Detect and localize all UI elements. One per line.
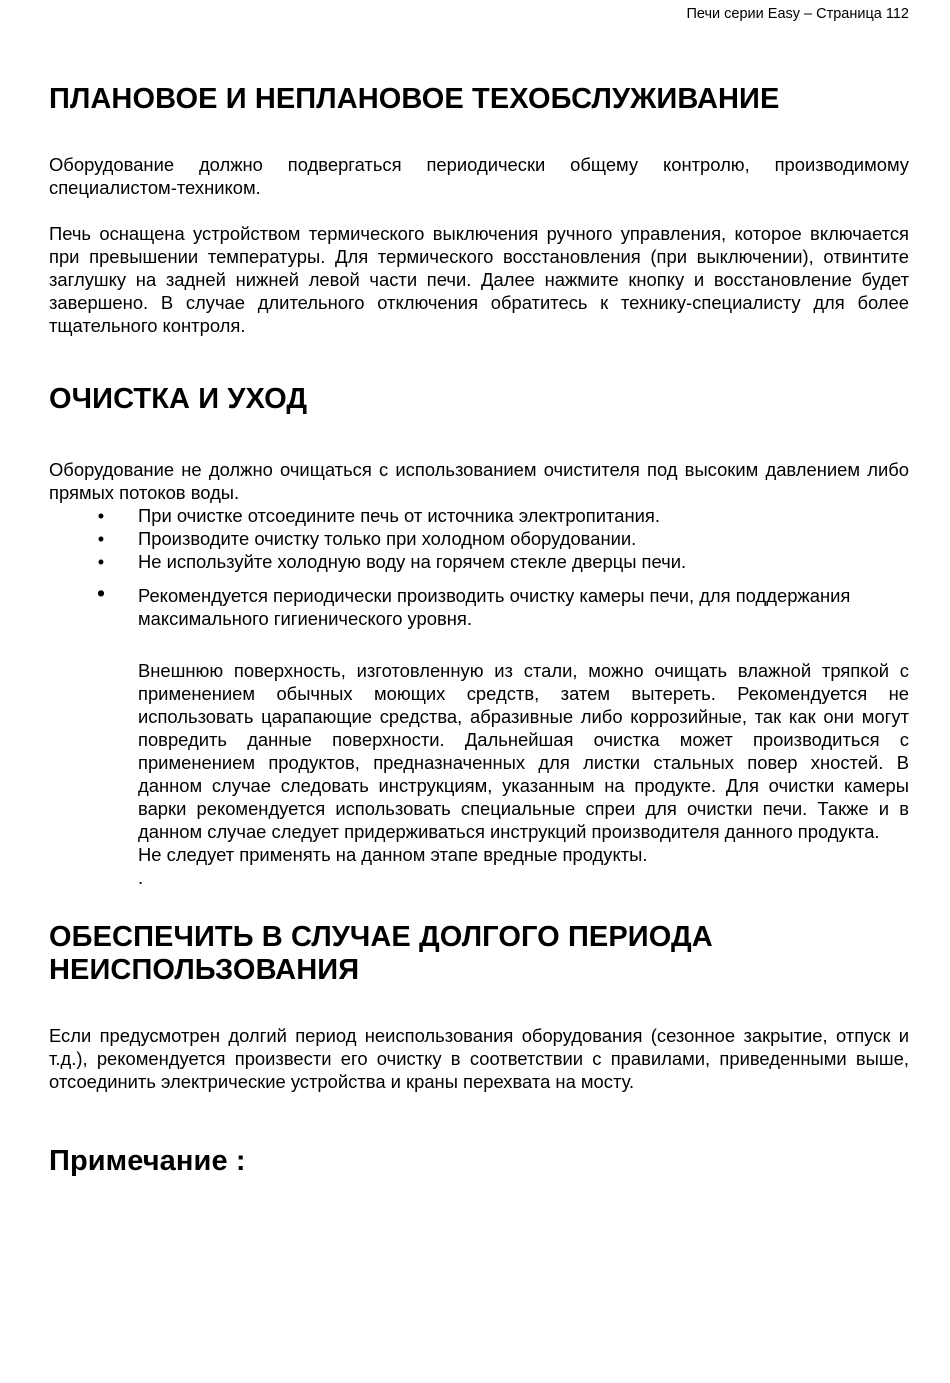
stray-period: .	[138, 867, 144, 888]
bullet-icon: •	[96, 580, 106, 606]
cleaning-intro-paragraph: Оборудование не должно очищаться с использованием очистителя под высоким давлением либо прямых потоков воды.	[49, 459, 909, 503]
list-item-text: Рекомендуется периодически производить очистку камеры печи, для поддержания максимального гигиенического уровня.	[138, 585, 851, 629]
cleaning-bullet-list	[49, 504, 909, 630]
maintenance-paragraph: Оборудование должно подвергаться периодически общему контролю, производимому специалистом-техником.	[49, 154, 909, 198]
document-page	[49, 0, 909, 1178]
list-item-text: Не используйте холодную воду на горячем стекле дверцы печи.	[138, 551, 687, 572]
cleaning-detail-paragraph: Внешнюю поверхность, изготовленную из стали, можно очищать влажной тряпкой с применением обычных моющих средств, затем вытереть. Рекомендуется не использовать царапающие средства, абразивные либо коррозийные, так как они могут повредить данные поверхности. Дальнейшая очистка может производиться с применением продуктов, предназначенных для листки стальных повер хностей. В данном случае следовать инструкциям, указанным на продукте. Для очистки камеры варки рекомендуется использовать специальные спреи для очистки печи. Также и в данном случае следует придерживаться инструкций производителя данного продукта.	[138, 660, 909, 842]
section-title-storage: ОБЕСПЕЧИТЬ В СЛУЧАЕ ДОЛГОГО ПЕРИОДА НЕИСПОЛЬЗОВАНИЯ	[49, 921, 713, 986]
list-item	[49, 580, 909, 630]
bullet-icon: •	[97, 505, 105, 526]
section-title-maintenance: ПЛАНОВОЕ И НЕПЛАНОВОЕ ТЕХОБСЛУЖИВАНИЕ	[49, 83, 780, 115]
bullet-icon: •	[97, 551, 105, 572]
section-title-cleaning: ОЧИСТКА И УХОД	[49, 383, 308, 415]
maintenance-paragraph: Печь оснащена устройством термического выключения ручного управления, которое включается при превышении температуры. Для термического восстановления (при выключении), отвинтите заглушку на задней нижней левой части печи. Далее нажмите кнопку и восстановление будет завершено. В случае длительного отключения обратитесь к технику-специалисту для более тщательного контроля.	[49, 223, 909, 336]
bullet-icon: •	[97, 528, 105, 549]
running-header: Печи серии Easy – Страница 112	[686, 6, 909, 22]
cleaning-detail-last-line: Не следует применять на данном этапе вредные продукты.	[138, 844, 648, 865]
list-item	[49, 550, 909, 573]
list-item-text: При очистке отсоедините печь от источника электропитания.	[138, 505, 660, 526]
storage-paragraph: Если предусмотрен долгий период неиспользования оборудования (сезонное закрытие, отпуск и т.д.), рекомендуется произвести его очистку в соответствии с правилами, приведенными выше, отсоединить электрические устройства и краны перехвата на мосту.	[49, 1025, 909, 1092]
note-title: Примечание :	[49, 1145, 246, 1177]
list-item	[49, 504, 909, 527]
list-item-text: Производите очистку только при холодном оборудовании.	[138, 528, 637, 549]
list-item	[49, 527, 909, 550]
